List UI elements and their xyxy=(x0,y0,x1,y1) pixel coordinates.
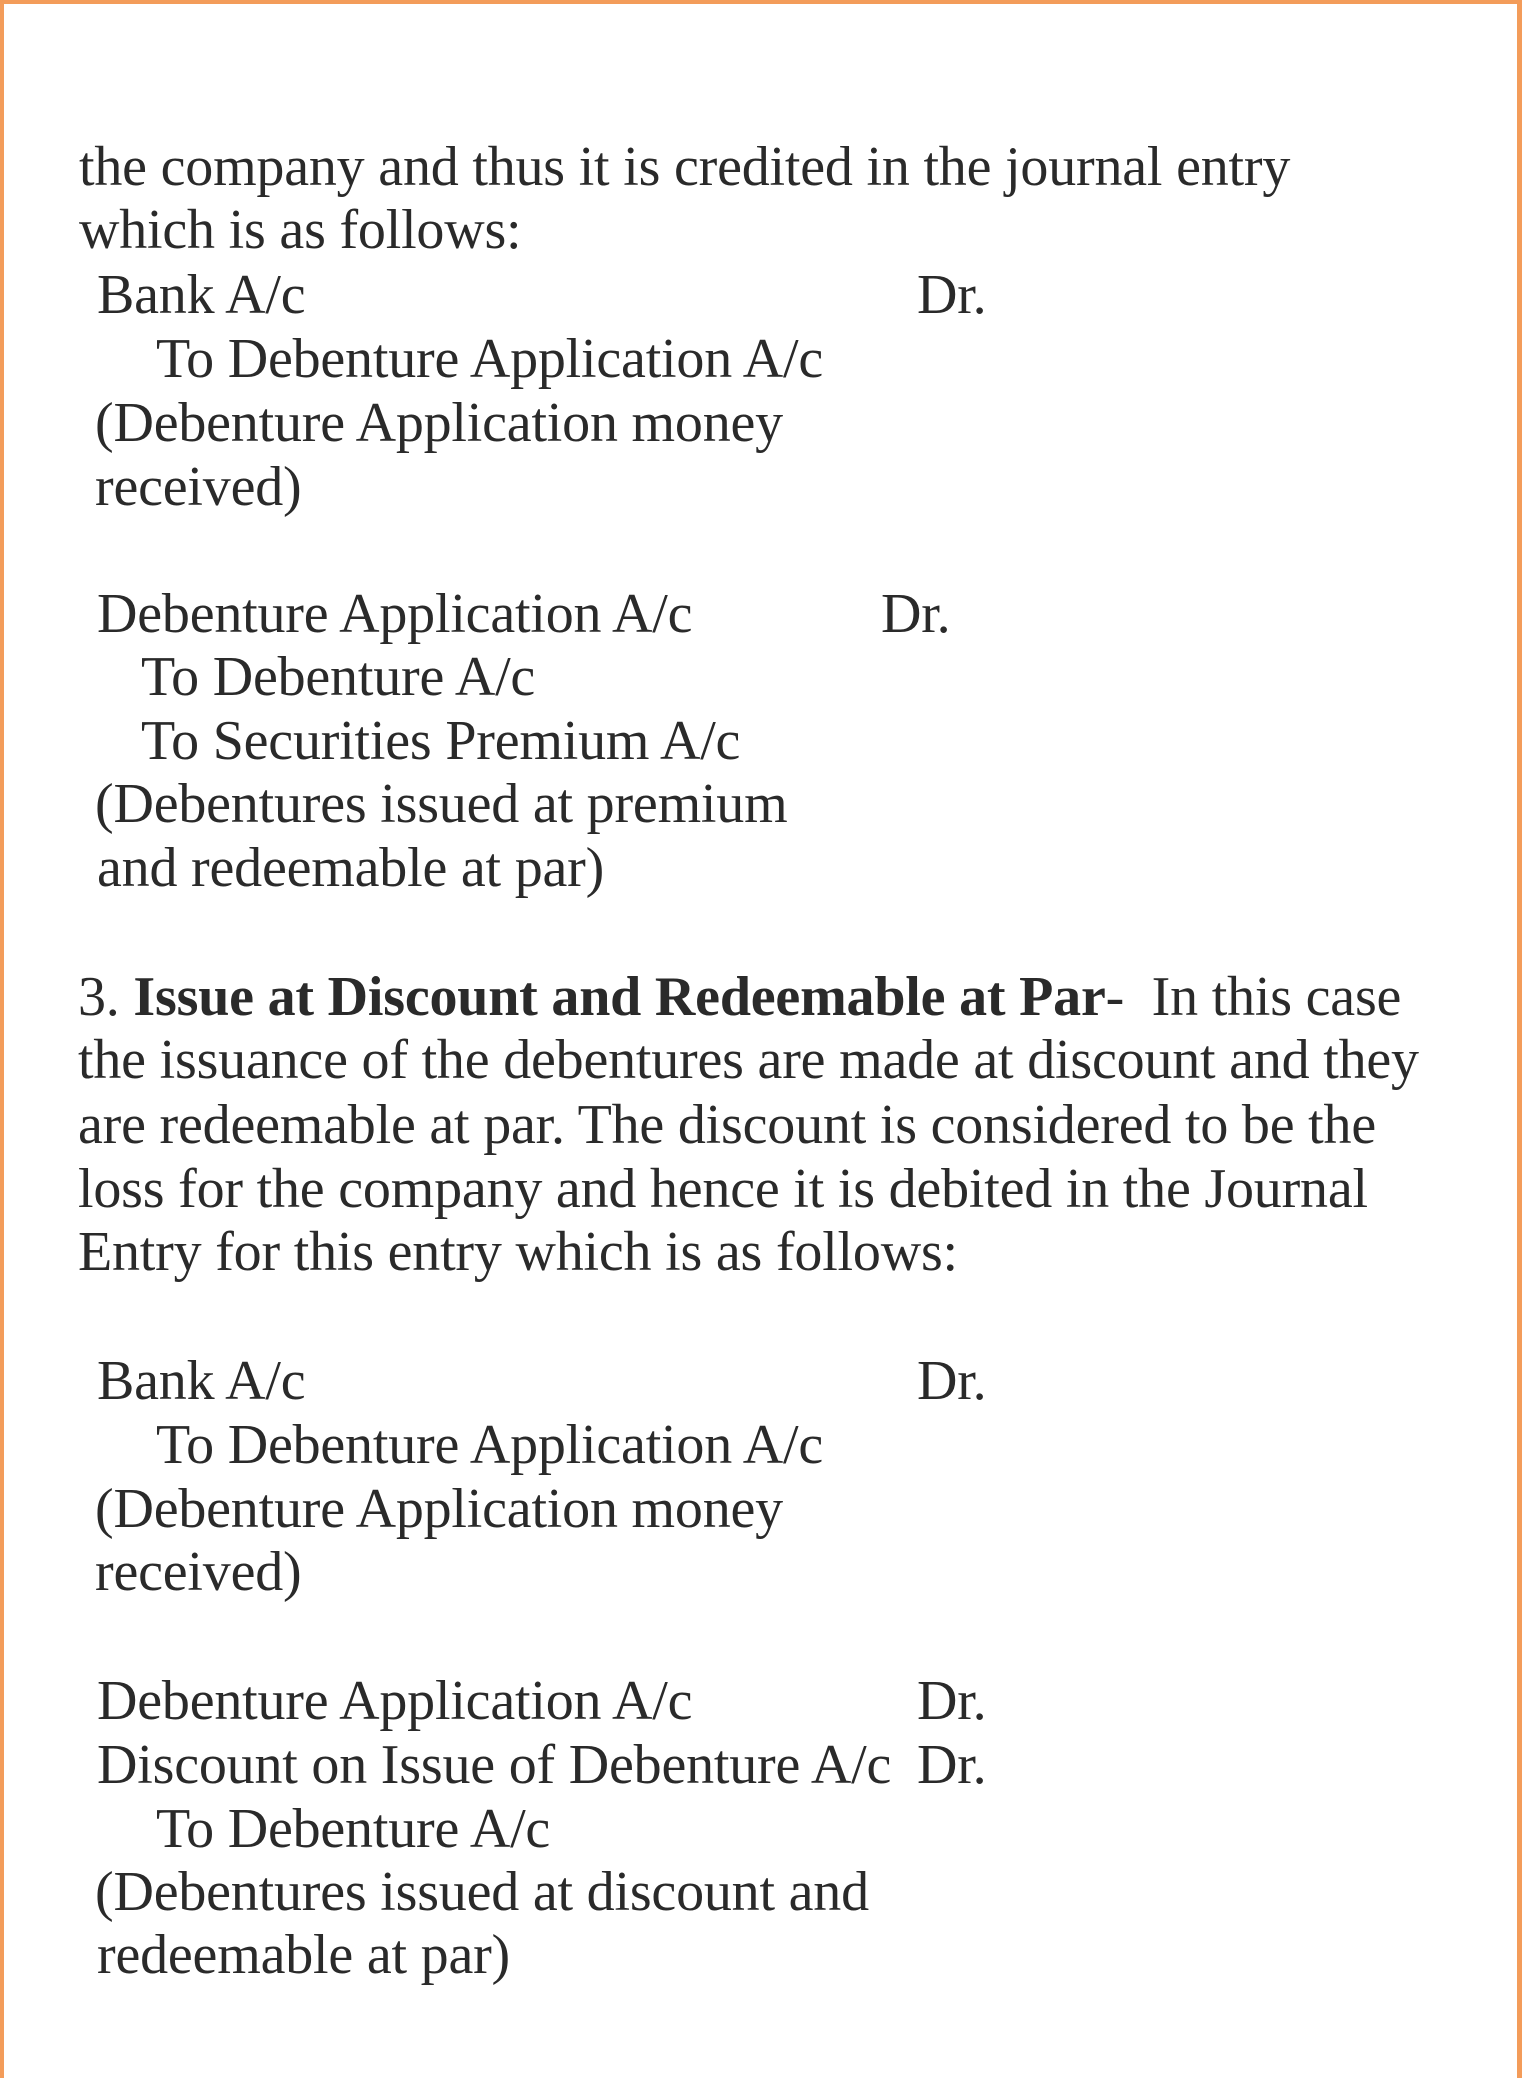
narration-line: received) xyxy=(95,1541,302,1603)
debit-marker: Dr. xyxy=(917,264,987,326)
debit-account: Bank A/c xyxy=(97,1350,306,1412)
narration-line: received) xyxy=(95,456,302,518)
debit-account: Debenture Application A/c xyxy=(97,1670,693,1732)
credit-account: To Securities Premium A/c xyxy=(141,710,741,772)
intro-line: the company and thus it is credited in the journal entry xyxy=(79,136,1291,198)
credit-account: To Debenture A/c xyxy=(156,1798,551,1860)
debit-account: Debenture Application A/c xyxy=(97,583,693,645)
narration-line: (Debenture Application money xyxy=(95,392,783,454)
section-heading: Issue at Discount and Redeemable at Par xyxy=(133,966,1106,1028)
debit-marker: Dr. xyxy=(917,1350,987,1412)
paragraph-line: are redeemable at par. The discount is considered to be the xyxy=(78,1094,1376,1156)
narration-line: redeemable at par) xyxy=(97,1924,511,1986)
paragraph-line: loss for the company and hence it is debited in the Journal xyxy=(78,1158,1368,1220)
debit-marker: Dr. xyxy=(917,1670,987,1732)
section-text: In this case xyxy=(1151,966,1402,1028)
paragraph-line: Entry for this entry which is as follows: xyxy=(78,1221,958,1283)
credit-account: To Debenture Application A/c xyxy=(156,1414,823,1476)
intro-line: which is as follows: xyxy=(79,199,522,261)
section-heading-line xyxy=(78,965,1401,1029)
debit-account: Bank A/c xyxy=(97,264,306,326)
debit-marker: Dr. xyxy=(917,1734,987,1796)
paragraph-line: the issuance of the debentures are made at discount and they xyxy=(78,1029,1419,1091)
debit-account: Discount on Issue of Debenture A/c xyxy=(97,1734,892,1796)
credit-account: To Debenture Application A/c xyxy=(156,328,823,390)
heading-dash: - xyxy=(1105,966,1125,1028)
narration-line: (Debentures issued at discount and xyxy=(95,1861,869,1923)
narration-line: and redeemable at par) xyxy=(97,837,605,899)
section-number: 3. xyxy=(78,966,120,1028)
narration-line: (Debentures issued at premium xyxy=(95,773,788,835)
debit-marker: Dr. xyxy=(881,583,951,645)
credit-account: To Debenture A/c xyxy=(141,646,536,708)
narration-line: (Debenture Application money xyxy=(95,1478,783,1540)
